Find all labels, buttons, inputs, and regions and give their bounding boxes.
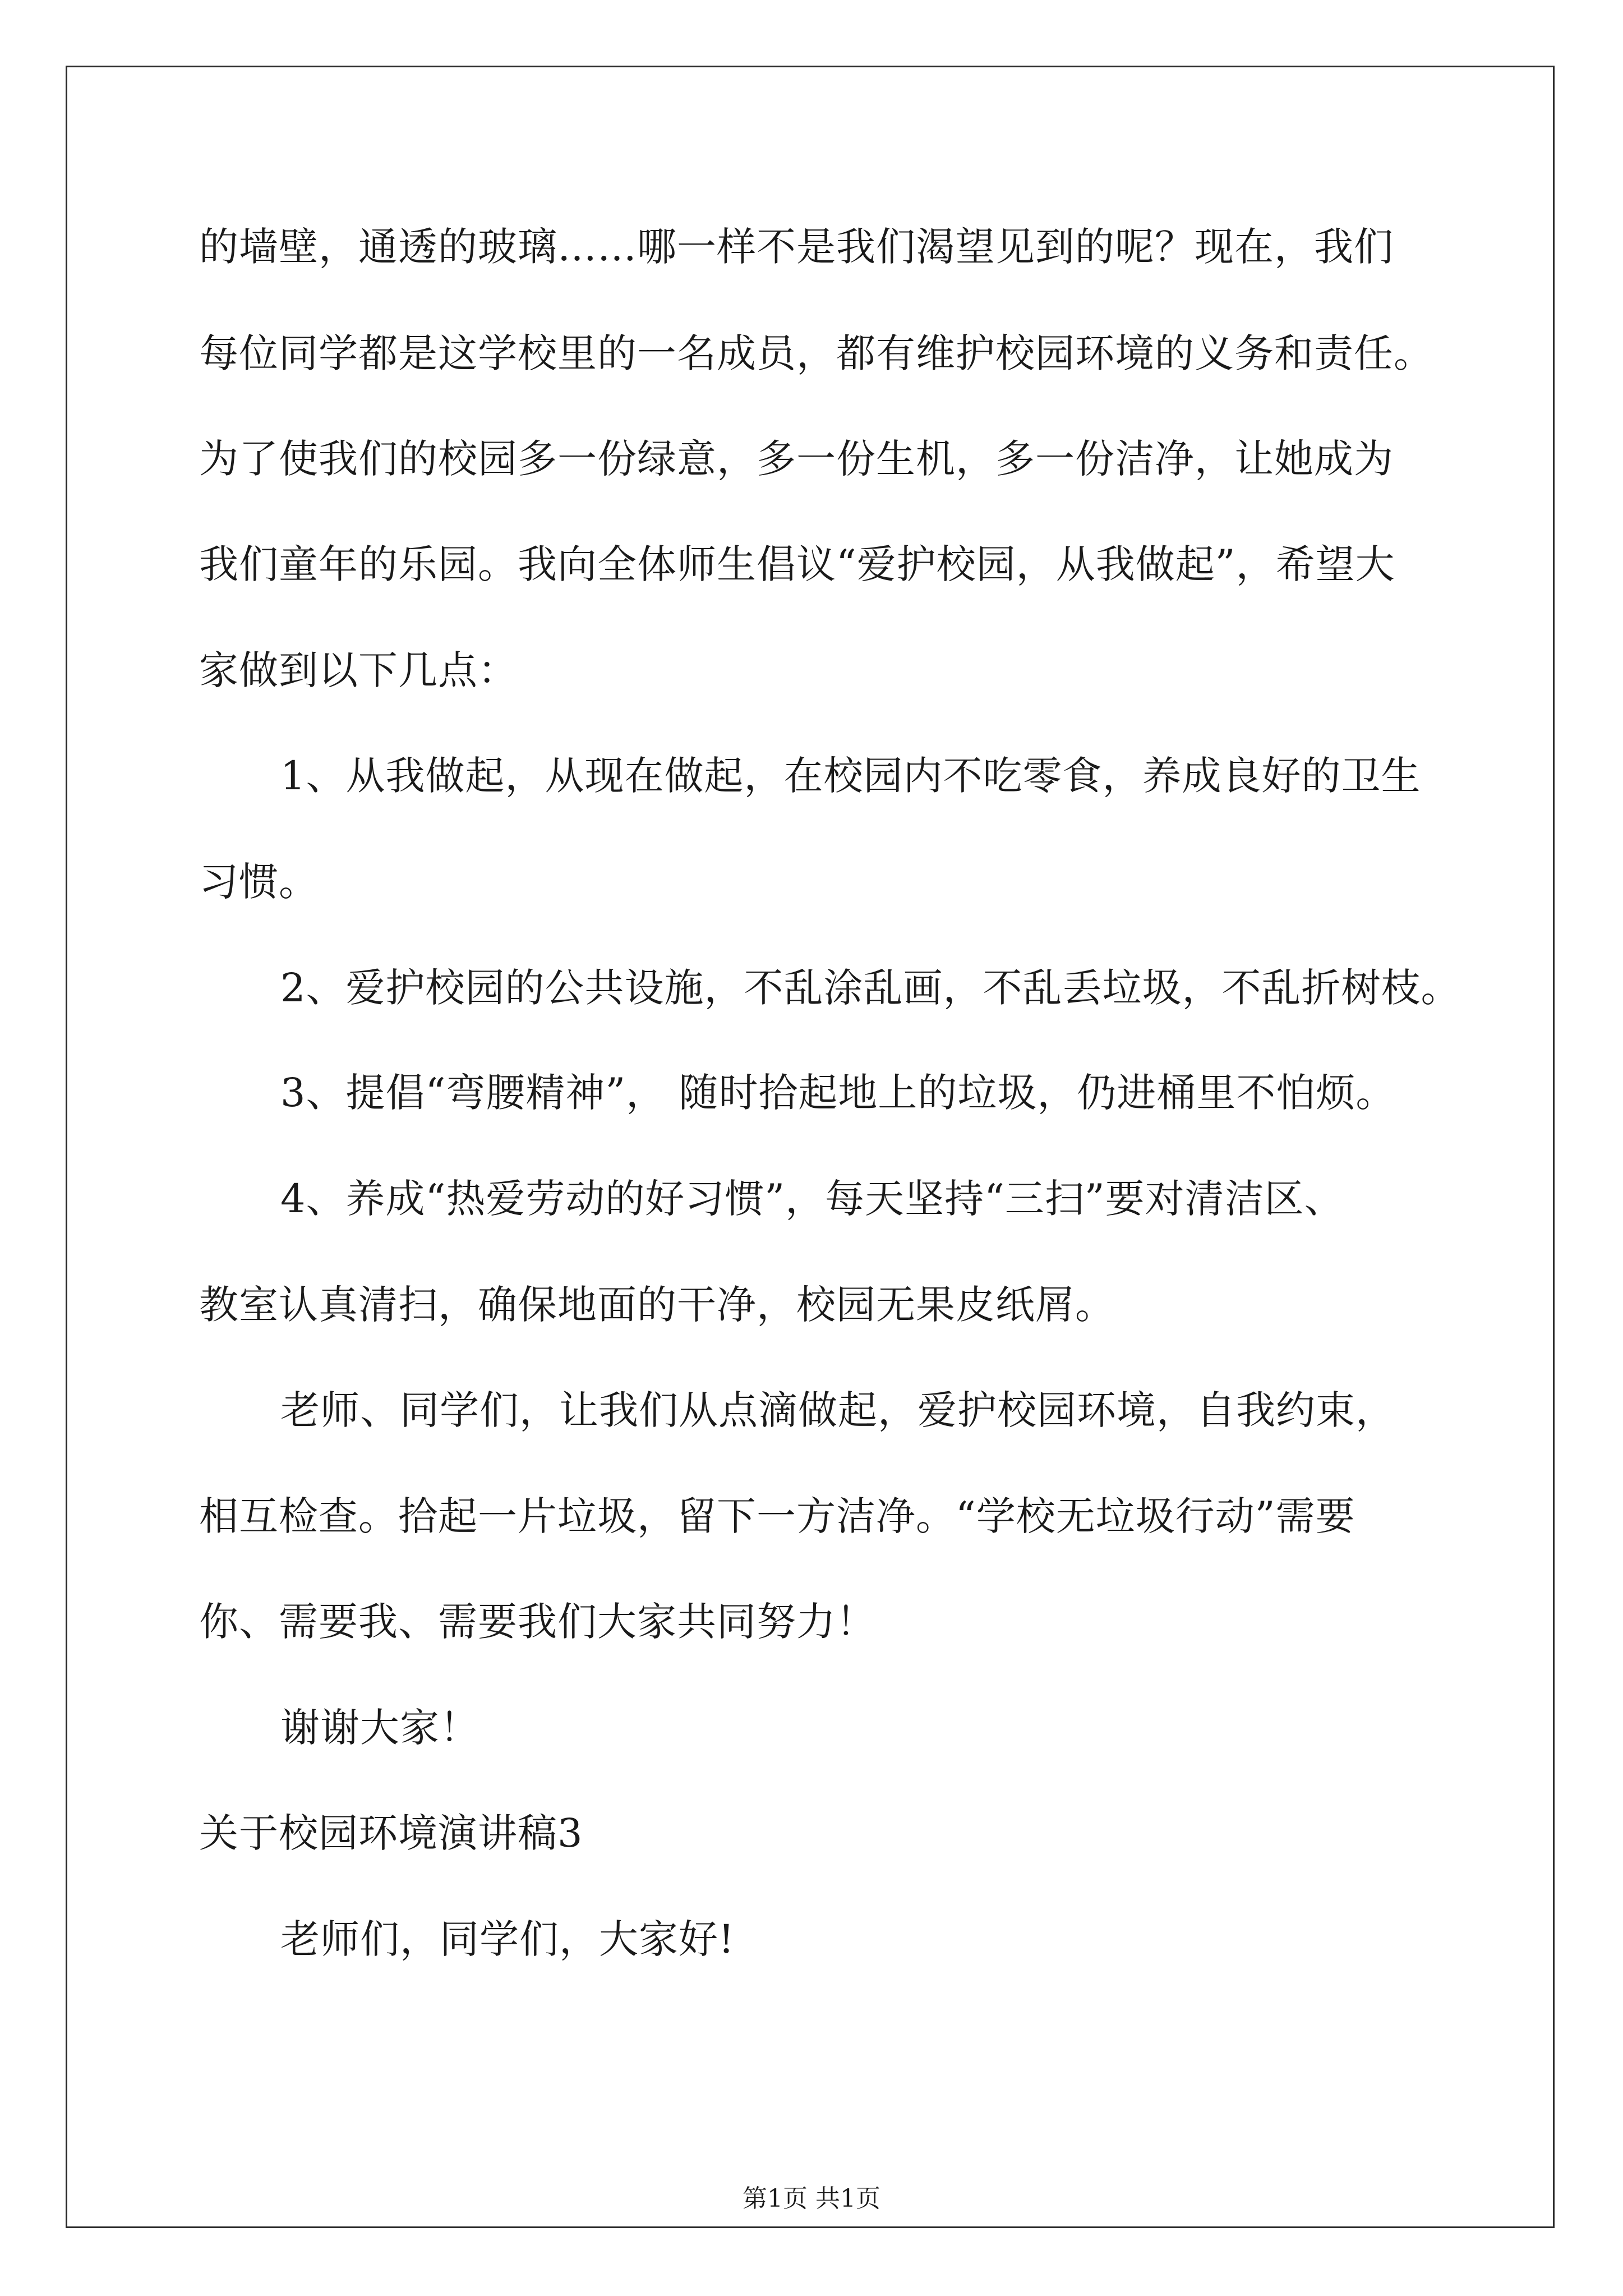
text-line: 谢谢大家！ bbox=[280, 1705, 479, 1751]
page-number: 第1页 共1页 bbox=[743, 2184, 880, 2213]
text-line: 的墙壁，通透的玻璃……哪一样不是我们渴望见到的呢？现在，我们 bbox=[199, 224, 1394, 270]
text-line: 老师、同学们，让我们从点滴做起，爱护校园环境，自我约束， bbox=[280, 1387, 1395, 1433]
text-line: 家做到以下几点： bbox=[199, 647, 518, 693]
text-line: 相互检查。拾起一片垃圾，留下一方洁净。“学校无垃圾行动”需要 bbox=[199, 1493, 1355, 1539]
text-line: 1、从我做起，从现在做起，在校园内不吃零食，养成良好的卫生 bbox=[280, 753, 1421, 799]
text-line: 3、提倡“弯腰精神”， 随时拾起地上的垃圾，仍进桶里不怕烦。 bbox=[280, 1070, 1396, 1116]
text-line: 2、爱护校园的公共设施，不乱涂乱画，不乱丢垃圾，不乱折树枝。 bbox=[280, 965, 1461, 1011]
text-line: 每位同学都是这学校里的一名成员，都有维护校园环境的义务和责任。 bbox=[199, 330, 1433, 376]
text-line: 你、需要我、需要我们大家共同努力！ bbox=[199, 1599, 876, 1645]
text-line: 为了使我们的校园多一份绿意，多一份生机，多一份洁净，让她成为 bbox=[199, 436, 1394, 482]
text-line: 老师们，同学们，大家好! bbox=[280, 1916, 735, 1962]
text-line: 我们童年的乐园。我向全体师生倡议“爱护校园，从我做起”，希望大 bbox=[199, 541, 1395, 587]
section-heading: 关于校园环境演讲稿3 bbox=[199, 1810, 583, 1856]
text-line: 4、养成“热爱劳动的好习惯”，每天坚持“三扫”要对清洁区、 bbox=[280, 1176, 1344, 1222]
page-border bbox=[66, 66, 1555, 2228]
text-line: 习惯。 bbox=[199, 859, 319, 905]
text-line: 教室认真清扫，确保地面的干净，校园无果皮纸屑。 bbox=[199, 1282, 1115, 1328]
